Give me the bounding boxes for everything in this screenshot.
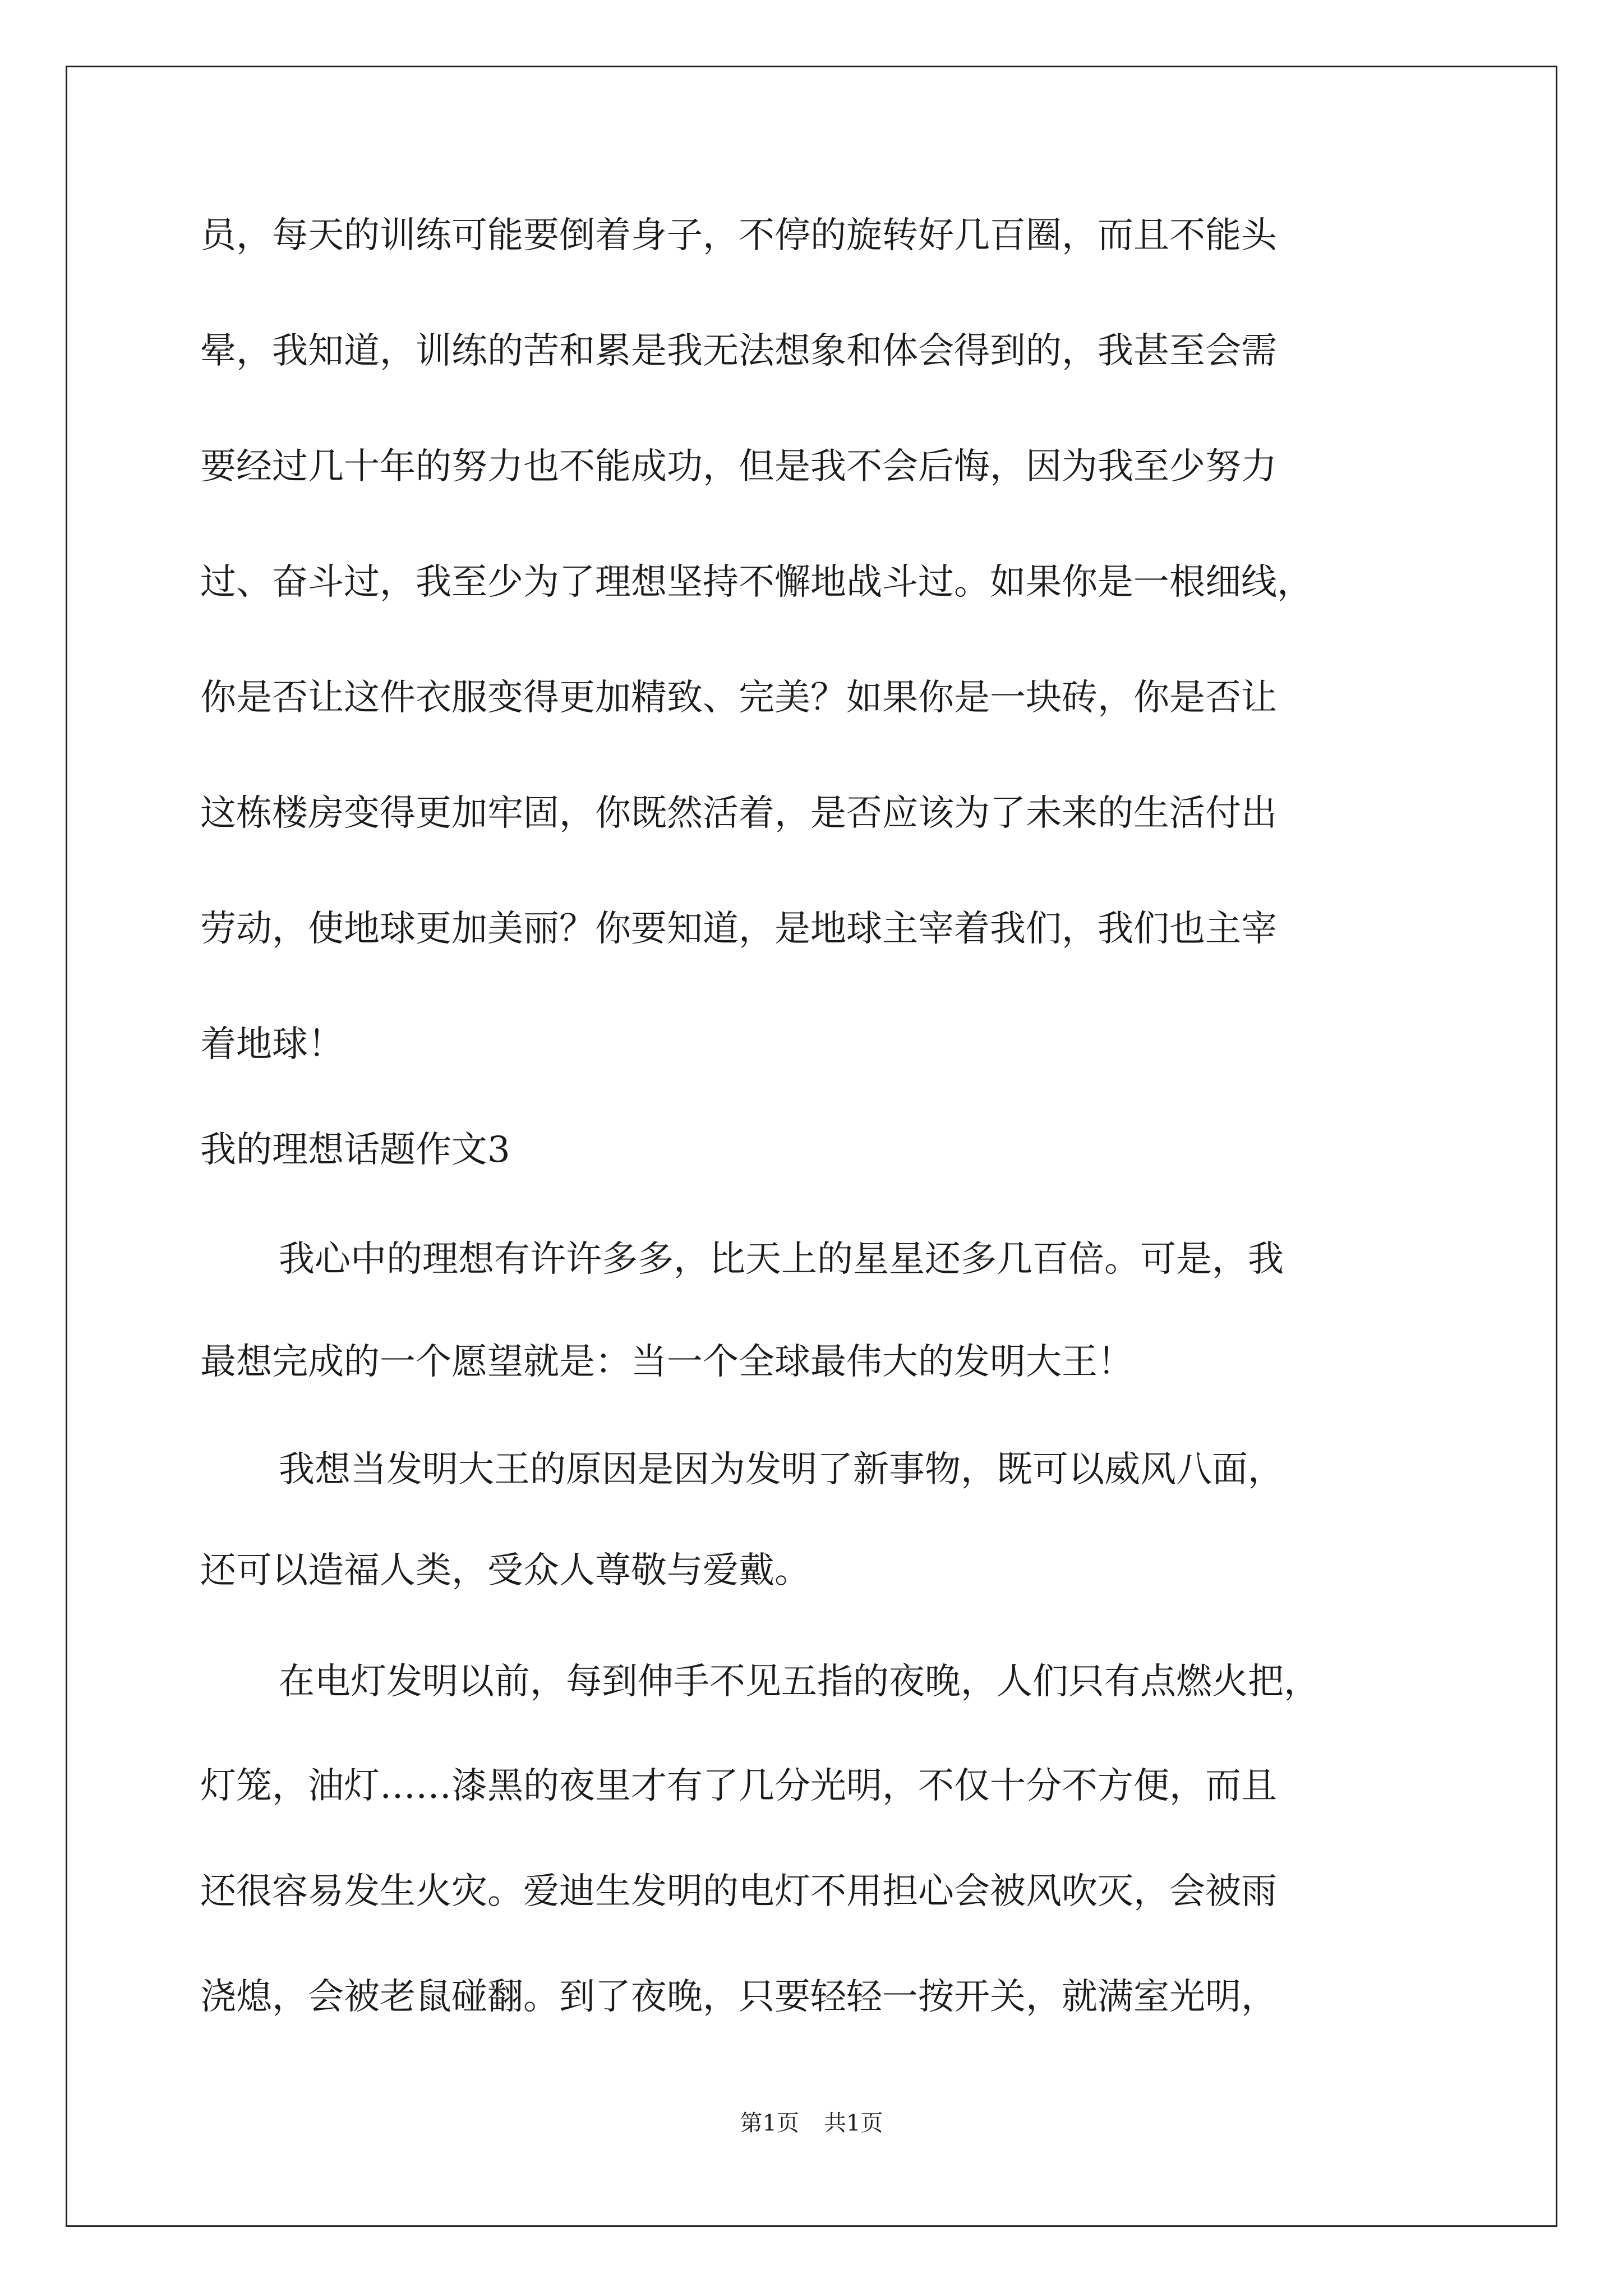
section-heading: 我的理想话题作文3 (200, 1129, 510, 1171)
text-line: 浇熄，会被老鼠碰翻。到了夜晚，只要轻轻一按开关，就满室光明， (200, 1976, 1277, 2018)
text-line: 还很容易发生火灾。爱迪生发明的电灯不用担心会被风吹灭，会被雨 (200, 1871, 1277, 1912)
text-line: 最想完成的一个愿望就是：当一个全球最伟大的发明大王！ (200, 1341, 1133, 1383)
text-line: 要经过几十年的努力也不能成功，但是我不会后悔，因为我至少努力 (200, 446, 1277, 487)
text-line: 员，每天的训练可能要倒着身子，不停的旋转好几百圈，而且不能头 (200, 215, 1277, 256)
text-line: 劳动，使地球更加美丽？你要知道，是地球主宰着我们，我们也主宰 (200, 908, 1277, 950)
text-line: 这栋楼房变得更加牢固，你既然活着，是否应该为了未来的生活付出 (200, 793, 1277, 834)
text-line: 晕，我知道，训练的苦和累是我无法想象和体会得到的，我甚至会需 (200, 330, 1277, 372)
page-footer (0, 2109, 1623, 2137)
text-line: 你是否让这件衣服变得更加精致、完美？如果你是一块砖，你是否让 (200, 677, 1277, 719)
text-line: 在电灯发明以前，每到伸手不见五指的夜晚，人们只有点燃火把， (279, 1661, 1320, 1703)
text-line: 还可以造福人类，受众人尊敬与爱戴。 (200, 1550, 810, 1591)
page-total: 共1页 (824, 2110, 883, 2136)
text-line: 灯笼，油灯……漆黑的夜里才有了几分光明，不仅十分不方便，而且 (200, 1765, 1277, 1807)
text-line: 过、奋斗过，我至少为了理想坚持不懈地战斗过。如果你是一根细线， (200, 562, 1313, 603)
text-line: 我心中的理想有许许多多，比天上的星星还多几百倍。可是，我 (279, 1239, 1284, 1280)
page-number: 第1页 (740, 2110, 799, 2136)
text-line: 我想当发明大王的原因是因为发明了新事物，既可以威风八面， (279, 1449, 1284, 1490)
text-line: 着地球！ (200, 1024, 344, 1065)
